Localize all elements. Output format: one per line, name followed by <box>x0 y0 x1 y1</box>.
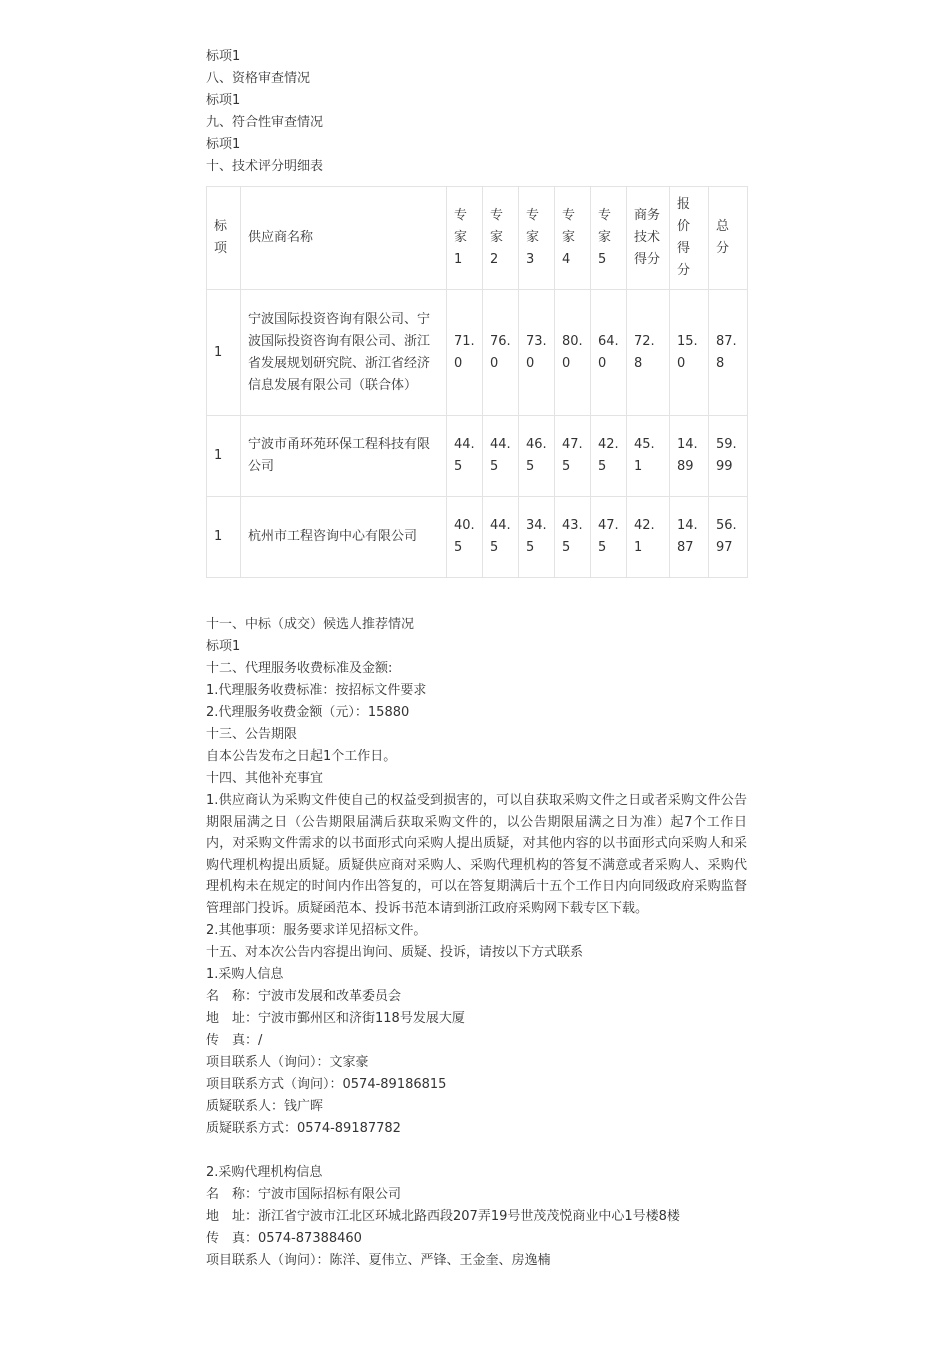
text-line: 项目联系方式（询问）：0574-89186815 <box>206 1076 447 1092</box>
header-cell: 供应商名称 <box>241 187 447 290</box>
section-heading: 十五、对本次公告内容提出询问、质疑、投诉，请按以下方式联系 <box>206 944 584 960</box>
section-heading: 十四、其他补充事宜 <box>206 771 324 786</box>
table-cell: 64.0 <box>591 290 627 416</box>
header-cell: 总分 <box>709 187 748 290</box>
text-line: 2.代理服务收费金额（元）：15880 <box>206 705 410 720</box>
text-line: 标项1 <box>206 137 241 152</box>
text-line: 传 真：/ <box>206 1032 263 1048</box>
text-line: 1.采购人信息 <box>206 966 284 982</box>
supplier-name-cell: 宁波市甬环苑环保工程科技有限公司 <box>241 416 447 497</box>
table-cell: 1 <box>207 290 241 416</box>
text-line: 2.其他事项：服务要求详见招标文件。 <box>206 922 427 938</box>
table-cell: 44.5 <box>447 416 483 497</box>
table-cell: 76.0 <box>483 290 519 416</box>
text-line: 1.代理服务收费标准：按招标文件要求 <box>206 683 427 698</box>
table-cell: 47.5 <box>591 497 627 578</box>
text-line: 地 址：浙江省宁波市江北区环城北路西段207弄19号世茂茂悦商业中心1号楼8楼 <box>206 1208 680 1224</box>
header-cell: 商务技术得分 <box>627 187 670 290</box>
text-line: 质疑联系人：钱广晖 <box>206 1098 324 1114</box>
table-cell: 71.0 <box>447 290 483 416</box>
header-cell: 专家1 <box>447 187 483 290</box>
section-heading: 九、符合性审查情况 <box>206 115 324 130</box>
supplier-name-cell: 宁波国际投资咨询有限公司、宁波国际投资咨询有限公司、浙江省发展规划研究院、浙江省经济信息发展有限公司（联合体） <box>241 290 447 416</box>
table-cell: 42.1 <box>627 497 670 578</box>
supplement-paragraph: 1.供应商认为采购文件使自己的权益受到损害的，可以自获取采购文件之日或者采购文件公告期限届满之日（公告期限届满后获取采购文件的，以公告期限届满之日为准）起7个工作日内，对采购文件需求的以书面形式向采购人提出质疑，对其他内容的以书面形式向采购人和采购代理机构提出质疑。质疑供应商对采购人、采购代理机构的答复不满意或者采购人、采购代理机构未在规定的时间内作出答复的，可以在答复期满后十五个工作日内向同级政府采购监督管理部门投诉。质疑函范本、投诉书范本请到浙江政府采购网下载专区下载。 <box>206 793 747 916</box>
table-header-row <box>207 187 748 290</box>
text-line: 项目联系人（询问）：文家豪 <box>206 1054 369 1070</box>
table-row <box>207 416 748 497</box>
section-heading: 十、技术评分明细表 <box>206 159 324 174</box>
top-section <box>206 46 747 178</box>
header-cell: 专家4 <box>555 187 591 290</box>
technical-score-table <box>206 186 748 578</box>
agency-contact-section <box>206 1162 747 1272</box>
table-cell: 1 <box>207 416 241 497</box>
text-line: 2.采购代理机构信息 <box>206 1164 323 1180</box>
section-heading: 八、资格审查情况 <box>206 71 311 86</box>
text-line: 标项1 <box>206 639 241 654</box>
header-cell: 专家2 <box>483 187 519 290</box>
table-cell: 43.5 <box>555 497 591 578</box>
header-cell: 报价得分 <box>670 187 709 290</box>
table-cell: 59.99 <box>709 416 748 497</box>
header-cell: 标项 <box>207 187 241 290</box>
text-line: 名 称：宁波市发展和改革委员会 <box>206 988 402 1004</box>
table-cell: 46.5 <box>519 416 555 497</box>
purchaser-contact-section <box>206 920 747 1140</box>
table-cell: 1 <box>207 497 241 578</box>
text-line: 传 真：0574-87388460 <box>206 1230 362 1246</box>
text-line: 标项1 <box>206 49 241 64</box>
table-row <box>207 290 748 416</box>
table-cell: 56.97 <box>709 497 748 578</box>
supplier-name-cell: 杭州市工程咨询中心有限公司 <box>241 497 447 578</box>
text-line: 质疑联系方式：0574-89187782 <box>206 1120 401 1136</box>
table-cell: 73.0 <box>519 290 555 416</box>
text-line: 地 址：宁波市鄞州区和济街118号发展大厦 <box>206 1010 465 1026</box>
section-heading: 十一、中标（成交）候选人推荐情况 <box>206 617 415 632</box>
table-cell: 14.87 <box>670 497 709 578</box>
middle-section <box>206 614 747 790</box>
table-cell: 15.0 <box>670 290 709 416</box>
table-cell: 40.5 <box>447 497 483 578</box>
section-heading: 十二、代理服务收费标准及金额: <box>206 661 393 676</box>
header-cell: 专家5 <box>591 187 627 290</box>
section-heading: 十三、公告期限 <box>206 727 298 742</box>
text-line: 标项1 <box>206 93 241 108</box>
header-cell: 专家3 <box>519 187 555 290</box>
document-page <box>206 46 747 1272</box>
text-line: 项目联系人（询问）：陈洋、夏伟立、严锋、王金奎、房逸楠 <box>206 1252 551 1268</box>
table-cell: 14.89 <box>670 416 709 497</box>
table-cell: 34.5 <box>519 497 555 578</box>
table-row <box>207 497 748 578</box>
text-line: 名 称：宁波市国际招标有限公司 <box>206 1186 402 1202</box>
table-cell: 80.0 <box>555 290 591 416</box>
table-cell: 45.1 <box>627 416 670 497</box>
table-cell: 44.5 <box>483 497 519 578</box>
table-cell: 44.5 <box>483 416 519 497</box>
text-line: 自本公告发布之日起1个工作日。 <box>206 749 397 764</box>
table-cell: 47.5 <box>555 416 591 497</box>
spacer <box>206 1140 747 1162</box>
table-cell: 42.5 <box>591 416 627 497</box>
table-cell: 87.8 <box>709 290 748 416</box>
table-cell: 72.8 <box>627 290 670 416</box>
